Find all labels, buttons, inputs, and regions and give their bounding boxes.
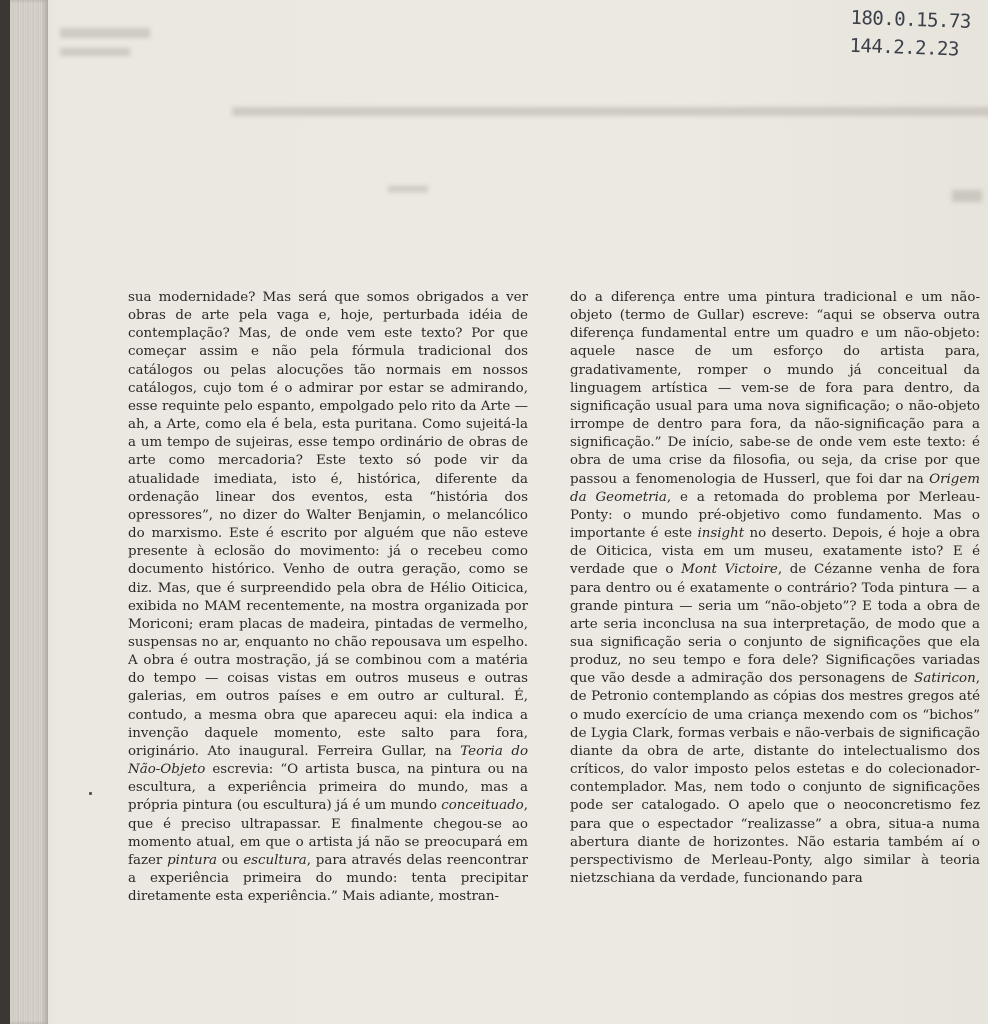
text-run: escrevia: “O artista busca, na pintura ou na escultura, a experiência primeira do mundo, mas a própria pintura (ou escultura) já é um mundo bbox=[128, 762, 528, 814]
handwritten-line: 144.2.2.23 bbox=[849, 34, 960, 61]
text-run: , para através delas reencontrar a experiência primeira do mundo: tenta precipitar diretamente esta experiência.” Mais adiante, mostran- bbox=[128, 852, 529, 905]
bleed-through-mark bbox=[952, 190, 982, 202]
text-run: , de Cézanne venha de fora para dentro ou é exatamente o contrário? Toda pintura — a grande pintura — seria um “não-objeto”? E toda a obra de arte seria inconclusa na sua interpretação, de modo que a sua significação seria o conjunto de significações que ela produz, no seu tempo e fora dele? Significações variadas que vão desde a admiração dos personagens de bbox=[570, 562, 980, 687]
handwritten-catalog-number bbox=[849, 4, 981, 65]
italic-word: escultura bbox=[243, 852, 307, 868]
italic-word: insight bbox=[697, 526, 745, 542]
paragraph bbox=[570, 289, 980, 888]
text-run: , e a retomada do problema por Merleau-Ponty: o mundo pré-objetivo como fundamento. Mas o importante é este bbox=[570, 489, 980, 542]
italic-word: pintura bbox=[167, 852, 217, 868]
italic-title: Origem da Geometria bbox=[570, 471, 980, 505]
italic-title: Satiricon bbox=[914, 671, 976, 687]
bleed-through-mark bbox=[388, 186, 428, 192]
text-column-left bbox=[128, 289, 528, 906]
text-run: do a diferença entre uma pintura tradicional e um não-objeto (termo de Gullar) escreve: “aqui se observa outra diferença fundamental entre um quadro e um não-objeto: aquele nasce de um esforço do artista para, gradativamente, romper o mundo já conceitual da linguagem artística — vem-se de fora para dentro, da significação usual para uma nova significação; o não-objeto irrompe de dentro para fora, da não-significação para a significação.” De início, sabe-se de onde vem este texto: é obra de uma crise da filosofia, ou seja, da crise por que passou a fenomenologia de Husserl, que foi dar na bbox=[570, 290, 980, 487]
italic-word: conceituado bbox=[441, 798, 524, 814]
stacked-page-edges bbox=[0, 0, 48, 1024]
text-run: , que é preciso ultrapassar. E finalmente chegou-se ao momento atual, em que o artista já não se preocupará em fazer bbox=[128, 798, 528, 868]
text-run: no deserto. Depois, é hoje a obra de Oiticica, vista em um museu, exatamente isto? E é verdade que o bbox=[570, 526, 980, 578]
paragraph bbox=[128, 289, 528, 906]
text-run: , de Petronio contemplando as cópias dos mestres gregos até o mudo exercício de uma criança mexendo com os “bichos” de Lygia Clark, formas verbais e não-verbais de significação diante da obra de arte, distante do intelectualismo dos críticos, do valor imposto pelos estetas e do colecionador-contemplador. Mas, nem todo o conjunto de significações pode ser catalogado. O apelo que o neoconcretismo fez para que o espectador “realizasse” a obra, situa-a numa abertura diante de horizontes. Não estaria também aí o perspectivismo de Merleau-Ponty, algo similar à teoria nietzschiana da verdade, funcionando para bbox=[570, 671, 980, 886]
bleed-through-title bbox=[232, 107, 988, 116]
text-column-right bbox=[570, 289, 980, 888]
italic-title: Mont Victoire bbox=[681, 562, 778, 578]
text-run: ou bbox=[216, 852, 244, 868]
bleed-through-mark bbox=[60, 28, 150, 38]
stray-mark bbox=[89, 792, 92, 795]
bleed-through-mark bbox=[60, 48, 130, 56]
handwritten-line: 180.0.15.73 bbox=[850, 6, 972, 33]
text-run: sua modernidade? Mas será que somos obrigados a ver obras de arte pela vaga e, hoje, perturbada idéia de contemplação? Mas, de onde vem este texto? Por que começar assim e não pela fórmula tradicional dos catálogos ou pelas alocuções tão normais em nossos catálogos, cujo tom é o admirar por estar se admirando, esse requinte pelo espanto, empolgado pelo rito da Arte — ah, a Arte, como ela é bela, esta puritana. Como sujeitá-la a um tempo de sujeiras, esse tempo ordinário de obras de arte como mercadoria? Este texto só pode vir da atualidade imediata, isto é, histórica, diferente da ordenação linear dos eventos, esta “história dos opressores”, no dizer do Walter Benjamin, o melancólico do marxismo. Este é escrito por alguém que não esteve presente à eclosão do movimento: já o recebeu como documento histórico. Venho de outra geração, como se diz. Mas, que é surpreendido pela obra de Hélio Oiticica, exibida no MAM recentemente, na mostra organizada por Moriconi; eram placas de madeira, pintadas de vermelho, suspensas no ar, enquanto no chão repousava um espelho. A obra é outra mostração, já se combinou com a matéria do tempo — coisas vistas em outros museus e outras galerias, em outros países e em outro ar cultural. É, contudo, a mesma obra que apareceu aqui: ela indica a invenção daquele momento, este salto para fora, originário. Ato inaugural. Ferreira Gullar, na bbox=[128, 290, 528, 759]
italic-title: Teoria do Não-Objeto bbox=[128, 743, 528, 778]
